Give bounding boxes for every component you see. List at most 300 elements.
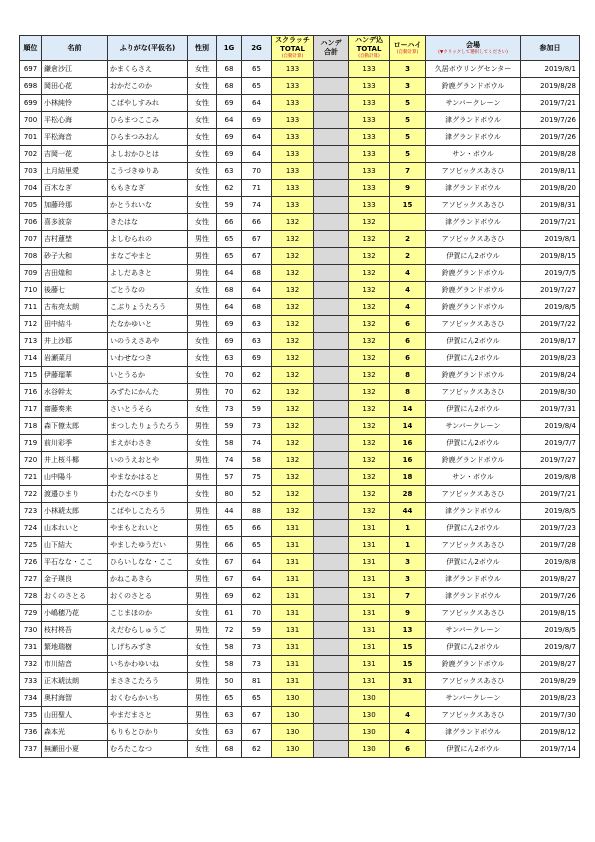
venue-select-cell[interactable]: アソビックスあさひ: [426, 673, 521, 690]
handicap-total-cell: 131: [349, 537, 390, 554]
date-cell[interactable]: 2019/8/28: [521, 78, 580, 95]
name-cell: 山本れいと: [42, 520, 108, 537]
venue-select-cell[interactable]: 津グランドボウル: [426, 571, 521, 588]
handicap-cell[interactable]: [314, 350, 349, 367]
game2-cell: 67: [242, 248, 272, 265]
handicap-cell[interactable]: [314, 554, 349, 571]
gender-cell: 女性: [188, 656, 217, 673]
handicap-cell[interactable]: [314, 248, 349, 265]
low-high-cell: 18: [390, 469, 426, 486]
date-cell[interactable]: 2019/8/5: [521, 622, 580, 639]
table-row: [20, 231, 580, 248]
venue-select-cell[interactable]: アソビックスあさひ: [426, 707, 521, 724]
venue-select-cell[interactable]: アソビックスあさひ: [426, 231, 521, 248]
date-cell[interactable]: 2019/8/23: [521, 350, 580, 367]
name-cell: 喜多波奈: [42, 214, 108, 231]
scratch-total-cell: 133: [272, 163, 314, 180]
low-high-cell: 2: [390, 248, 426, 265]
handicap-cell[interactable]: [314, 180, 349, 197]
game2-cell: 64: [242, 554, 272, 571]
low-high-cell: 5: [390, 146, 426, 163]
low-high-cell: 7: [390, 588, 426, 605]
name-cell: 平松海音: [42, 129, 108, 146]
handicap-total-cell: 131: [349, 520, 390, 537]
kana-cell: まつしたりょうたろう: [108, 418, 188, 435]
date-cell[interactable]: 2019/8/15: [521, 605, 580, 622]
name-cell: 水谷幹太: [42, 384, 108, 401]
name-cell: 無瀬田小夏: [42, 741, 108, 758]
name-cell: 奥村海智: [42, 690, 108, 707]
low-high-cell: 2: [390, 231, 426, 248]
name-cell: 鎌倉沙江: [42, 61, 108, 78]
handicap-cell[interactable]: [314, 265, 349, 282]
handicap-cell[interactable]: [314, 299, 349, 316]
date-cell[interactable]: 2019/8/15: [521, 248, 580, 265]
name-cell: 井上沙耶: [42, 333, 108, 350]
handicap-cell[interactable]: [314, 503, 349, 520]
table-row: [20, 401, 580, 418]
kana-cell: ひらまつみおん: [108, 129, 188, 146]
low-high-cell: [390, 214, 426, 231]
kana-cell: いとうるか: [108, 367, 188, 384]
venue-select-cell[interactable]: 伊賀にん2ボウル: [426, 741, 521, 758]
date-cell[interactable]: 2019/8/8: [521, 469, 580, 486]
results-table: [19, 35, 580, 758]
rank-cell: 701: [20, 129, 42, 146]
handicap-cell[interactable]: [314, 112, 349, 129]
date-cell[interactable]: 2019/7/21: [521, 95, 580, 112]
handicap-cell[interactable]: [314, 622, 349, 639]
venue-select-cell[interactable]: アソビックスあさひ: [426, 197, 521, 214]
game1-cell: 65: [217, 248, 242, 265]
name-cell: 山中陽斗: [42, 469, 108, 486]
rank-cell: 703: [20, 163, 42, 180]
handicap-cell[interactable]: [314, 367, 349, 384]
kana-cell: やまだまさと: [108, 707, 188, 724]
scratch-total-cell: 132: [272, 367, 314, 384]
venue-select-cell[interactable]: 津グランドボウル: [426, 112, 521, 129]
handicap-total-cell: 131: [349, 588, 390, 605]
table-header: [20, 36, 580, 61]
handicap-cell[interactable]: [314, 690, 349, 707]
venue-select-cell[interactable]: 鈴鹿グランドボウル: [426, 299, 521, 316]
handicap-cell[interactable]: [314, 163, 349, 180]
game2-cell: 73: [242, 639, 272, 656]
venue-select-cell[interactable]: サンバークレーン: [426, 622, 521, 639]
scratch-total-cell: 132: [272, 248, 314, 265]
venue-select-cell[interactable]: 伊賀にん2ボウル: [426, 435, 521, 452]
scratch-total-cell: 133: [272, 146, 314, 163]
date-cell[interactable]: 2019/7/27: [521, 282, 580, 299]
date-cell[interactable]: 2019/8/29: [521, 673, 580, 690]
venue-select-cell[interactable]: サン・ボウル: [426, 146, 521, 163]
handicap-total-cell: 131: [349, 656, 390, 673]
venue-select-cell[interactable]: 津グランドボウル: [426, 214, 521, 231]
venue-select-cell[interactable]: サンバークレーン: [426, 95, 521, 112]
date-cell[interactable]: 2019/8/24: [521, 367, 580, 384]
scratch-total-cell: 132: [272, 401, 314, 418]
game1-cell: 44: [217, 503, 242, 520]
venue-select-cell[interactable]: 伊賀にん2ボウル: [426, 248, 521, 265]
name-cell: 田中結斗: [42, 316, 108, 333]
venue-select-cell[interactable]: 伊賀にん2ボウル: [426, 520, 521, 537]
name-cell: 繁地瑞樹: [42, 639, 108, 656]
date-cell[interactable]: 2019/7/22: [521, 316, 580, 333]
handicap-cell[interactable]: [314, 282, 349, 299]
rank-cell: 721: [20, 469, 42, 486]
gender-cell: 女性: [188, 724, 217, 741]
rank-cell: 712: [20, 316, 42, 333]
low-high-cell: 9: [390, 605, 426, 622]
table-row: [20, 299, 580, 316]
venue-select-cell[interactable]: 津グランドボウル: [426, 588, 521, 605]
kana-cell: やまもとれいと: [108, 520, 188, 537]
gender-cell: 女性: [188, 435, 217, 452]
handicap-total-cell: 132: [349, 367, 390, 384]
date-cell[interactable]: 2019/7/5: [521, 265, 580, 282]
name-cell: 岩瀬菜月: [42, 350, 108, 367]
rank-cell: 732: [20, 656, 42, 673]
game2-cell: 68: [242, 299, 272, 316]
handicap-cell[interactable]: [314, 588, 349, 605]
handicap-cell[interactable]: [314, 452, 349, 469]
venue-select-cell[interactable]: 津グランドボウル: [426, 503, 521, 520]
venue-select-cell[interactable]: アソビックスあさひ: [426, 163, 521, 180]
rank-cell: 707: [20, 231, 42, 248]
game2-cell: 58: [242, 452, 272, 469]
low-high-cell: 4: [390, 265, 426, 282]
venue-select-cell[interactable]: 久居ボウリングセンター: [426, 61, 521, 78]
handicap-cell[interactable]: [314, 401, 349, 418]
handicap-total-header-line1: ハンデ込: [355, 36, 383, 44]
handicap-total-cell: 132: [349, 435, 390, 452]
date-cell[interactable]: 2019/7/31: [521, 401, 580, 418]
table-row: [20, 418, 580, 435]
game2-cell: 67: [242, 231, 272, 248]
handicap-cell[interactable]: [314, 214, 349, 231]
date-cell[interactable]: 2019/8/5: [521, 299, 580, 316]
rank-cell: 716: [20, 384, 42, 401]
date-cell[interactable]: 2019/8/1: [521, 61, 580, 78]
game2-cell: 67: [242, 724, 272, 741]
name-cell: 吉岡一花: [42, 146, 108, 163]
gender-cell: 女性: [188, 367, 217, 384]
date-cell[interactable]: 2019/8/7: [521, 639, 580, 656]
handicap-cell[interactable]: [314, 78, 349, 95]
handicap-cell[interactable]: [314, 707, 349, 724]
game1-cell: 69: [217, 146, 242, 163]
venue-select-cell[interactable]: 津グランドボウル: [426, 724, 521, 741]
handicap-total-cell: 132: [349, 503, 390, 520]
handicap-total-cell: 131: [349, 571, 390, 588]
game2-cell: 66: [242, 520, 272, 537]
date-cell[interactable]: 2019/8/27: [521, 656, 580, 673]
table-row: [20, 95, 580, 112]
scratch-total-cell: 131: [272, 639, 314, 656]
date-cell[interactable]: 2019/8/20: [521, 180, 580, 197]
handicap-cell[interactable]: [314, 639, 349, 656]
venue-select-cell[interactable]: 伊賀にん2ボウル: [426, 554, 521, 571]
game2-cell: 66: [242, 214, 272, 231]
low-high-cell: 44: [390, 503, 426, 520]
rank-cell: 734: [20, 690, 42, 707]
game2-cell: 73: [242, 656, 272, 673]
handicap-cell[interactable]: [314, 520, 349, 537]
low-high-cell: 1: [390, 520, 426, 537]
game1-cell: 58: [217, 656, 242, 673]
venue-select-cell[interactable]: アソビックスあさひ: [426, 605, 521, 622]
rank-cell: 720: [20, 452, 42, 469]
gender-cell: 男性: [188, 520, 217, 537]
kana-cell: やまなかはると: [108, 469, 188, 486]
date-cell[interactable]: 2019/8/17: [521, 333, 580, 350]
game1-cell: 80: [217, 486, 242, 503]
scratch-total-cell: 132: [272, 469, 314, 486]
low-high-cell: 6: [390, 316, 426, 333]
date-cell[interactable]: 2019/8/27: [521, 571, 580, 588]
venue-select-cell[interactable]: 鈴鹿グランドボウル: [426, 656, 521, 673]
venue-select-cell[interactable]: アソビックスあさひ: [426, 316, 521, 333]
venue-select-cell[interactable]: アソビックスあさひ: [426, 537, 521, 554]
table-row: [20, 554, 580, 571]
game1-cell: 66: [217, 214, 242, 231]
handicap-cell[interactable]: [314, 197, 349, 214]
date-cell[interactable]: 2019/8/31: [521, 197, 580, 214]
low-high-cell: 4: [390, 724, 426, 741]
table-row: [20, 248, 580, 265]
kana-cell: こばやしこたろう: [108, 503, 188, 520]
rank-cell: 723: [20, 503, 42, 520]
date-cell[interactable]: 2019/7/21: [521, 486, 580, 503]
low-high-cell: 1: [390, 537, 426, 554]
table-row: [20, 197, 580, 214]
handicap-cell[interactable]: [314, 435, 349, 452]
venue-select-cell[interactable]: 鈴鹿グランドボウル: [426, 78, 521, 95]
game1-cell: 68: [217, 282, 242, 299]
name-cell: 小嶋穂乃花: [42, 605, 108, 622]
date-cell[interactable]: 2019/8/1: [521, 231, 580, 248]
scratch-header-line1: スクラッチ: [275, 36, 310, 44]
venue-select-cell[interactable]: 伊賀にん2ボウル: [426, 401, 521, 418]
venue-select-cell[interactable]: アソビックスあさひ: [426, 486, 521, 503]
name-header: 名前: [42, 36, 108, 61]
handicap-total-cell: 132: [349, 384, 390, 401]
handicap-cell[interactable]: [314, 656, 349, 673]
venue-select-cell[interactable]: 鈴鹿グランドボウル: [426, 367, 521, 384]
kana-cell: えだむらしゅうご: [108, 622, 188, 639]
scratch-total-cell: 132: [272, 265, 314, 282]
venue-select-cell[interactable]: 鈴鹿グランドボウル: [426, 452, 521, 469]
date-cell[interactable]: 2019/7/27: [521, 452, 580, 469]
scratch-total-cell: 132: [272, 452, 314, 469]
game2-cell: 52: [242, 486, 272, 503]
handicap-total-cell: 132: [349, 418, 390, 435]
venue-select-cell[interactable]: 伊賀にん2ボウル: [426, 333, 521, 350]
table-row: [20, 78, 580, 95]
handicap-cell[interactable]: [314, 724, 349, 741]
game1-cell: 63: [217, 350, 242, 367]
table-row: [20, 605, 580, 622]
low-high-cell: 3: [390, 571, 426, 588]
handicap-cell[interactable]: [314, 384, 349, 401]
scratch-total-cell: 132: [272, 214, 314, 231]
date-cell[interactable]: 2019/8/11: [521, 163, 580, 180]
handicap-cell[interactable]: [314, 129, 349, 146]
scratch-total-cell: 133: [272, 95, 314, 112]
scratch-total-cell: 131: [272, 605, 314, 622]
handicap-cell[interactable]: [314, 486, 349, 503]
table-row: [20, 435, 580, 452]
date-cell[interactable]: 2019/7/14: [521, 741, 580, 758]
game1-cell: 72: [217, 622, 242, 639]
kana-cell: こじまほのか: [108, 605, 188, 622]
venue-select-cell[interactable]: サン・ボウル: [426, 469, 521, 486]
handicap-cell[interactable]: [314, 333, 349, 350]
date-cell[interactable]: 2019/7/26: [521, 129, 580, 146]
handicap-total-cell: 131: [349, 673, 390, 690]
low-high-cell: 8: [390, 384, 426, 401]
gender-cell: 男性: [188, 231, 217, 248]
handicap-total-header-note: (自動計算): [358, 54, 380, 59]
table-row: [20, 690, 580, 707]
gender-cell: 男性: [188, 384, 217, 401]
gender-cell: 女性: [188, 197, 217, 214]
venue-select-cell[interactable]: 鈴鹿グランドボウル: [426, 282, 521, 299]
game1-cell: 70: [217, 384, 242, 401]
table-row: [20, 469, 580, 486]
game2-cell: 65: [242, 61, 272, 78]
date-cell[interactable]: 2019/7/26: [521, 112, 580, 129]
game1-cell: 65: [217, 231, 242, 248]
gender-cell: 女性: [188, 333, 217, 350]
scratch-header-line2: TOTAL: [280, 45, 305, 53]
date-cell[interactable]: 2019/7/23: [521, 520, 580, 537]
handicap-total-cell: 130: [349, 741, 390, 758]
date-cell[interactable]: 2019/7/26: [521, 588, 580, 605]
low-high-cell: 13: [390, 622, 426, 639]
handicap-cell[interactable]: [314, 673, 349, 690]
handicap-total-cell: 133: [349, 197, 390, 214]
scratch-total-cell: 131: [272, 520, 314, 537]
date-cell[interactable]: 2019/7/28: [521, 537, 580, 554]
scratch-total-cell: 132: [272, 231, 314, 248]
kana-cell: よしだあきと: [108, 265, 188, 282]
gender-cell: 女性: [188, 401, 217, 418]
game2-cell: 88: [242, 503, 272, 520]
low-high-header-note: (自動計算): [396, 49, 419, 55]
gender-cell: 女性: [188, 486, 217, 503]
venue-select-cell[interactable]: 津グランドボウル: [426, 129, 521, 146]
handicap-total-cell: 132: [349, 401, 390, 418]
date-cell[interactable]: 2019/8/28: [521, 146, 580, 163]
scratch-total-cell: 132: [272, 282, 314, 299]
venue-select-cell[interactable]: 津グランドボウル: [426, 180, 521, 197]
low-high-cell: 3: [390, 78, 426, 95]
game2-cell: 64: [242, 571, 272, 588]
low-high-cell: 5: [390, 129, 426, 146]
venue-select-cell[interactable]: サンバークレーン: [426, 418, 521, 435]
low-high-cell: 6: [390, 350, 426, 367]
game1-cell: 58: [217, 435, 242, 452]
scratch-total-cell: 131: [272, 554, 314, 571]
date-cell[interactable]: 2019/8/12: [521, 724, 580, 741]
venue-select-cell[interactable]: 伊賀にん2ボウル: [426, 350, 521, 367]
game1-cell: 68: [217, 78, 242, 95]
handicap-cell[interactable]: [314, 537, 349, 554]
handicap-total-cell: 132: [349, 486, 390, 503]
low-high-header-line1: ローハイ: [393, 40, 422, 49]
gender-cell: 男性: [188, 299, 217, 316]
date-cell[interactable]: 2019/7/30: [521, 707, 580, 724]
gender-cell: 男性: [188, 452, 217, 469]
kana-cell: こうづきゆりあ: [108, 163, 188, 180]
low-high-header: [390, 36, 426, 61]
scratch-total-cell: 133: [272, 78, 314, 95]
date-cell[interactable]: 2019/7/21: [521, 214, 580, 231]
rank-cell: 709: [20, 265, 42, 282]
venue-select-cell[interactable]: 鈴鹿グランドボウル: [426, 265, 521, 282]
scratch-total-cell: 130: [272, 707, 314, 724]
date-cell[interactable]: 2019/8/4: [521, 418, 580, 435]
game2-header: 2G: [242, 36, 272, 61]
handicap-cell[interactable]: [314, 146, 349, 163]
gender-cell: 男性: [188, 469, 217, 486]
handicap-total-cell: 133: [349, 112, 390, 129]
rank-cell: 717: [20, 401, 42, 418]
date-cell[interactable]: 2019/8/8: [521, 554, 580, 571]
handicap-cell[interactable]: [314, 469, 349, 486]
scratch-total-cell: 133: [272, 61, 314, 78]
game1-cell: 63: [217, 163, 242, 180]
gender-cell: 男性: [188, 571, 217, 588]
handicap-cell[interactable]: [314, 95, 349, 112]
handicap-cell[interactable]: [314, 316, 349, 333]
handicap-cell[interactable]: [314, 61, 349, 78]
scratch-total-cell: 131: [272, 656, 314, 673]
venue-select-cell[interactable]: サンバークレーン: [426, 690, 521, 707]
kana-cell: まなごやまと: [108, 248, 188, 265]
game1-cell: 69: [217, 333, 242, 350]
game1-cell: 67: [217, 554, 242, 571]
date-cell[interactable]: 2019/8/5: [521, 503, 580, 520]
name-cell: 平松心海: [42, 112, 108, 129]
kana-cell: ひらまつここみ: [108, 112, 188, 129]
scratch-total-cell: 131: [272, 537, 314, 554]
rank-cell: 727: [20, 571, 42, 588]
handicap-cell[interactable]: [314, 741, 349, 758]
rank-cell: 697: [20, 61, 42, 78]
kana-cell: かねこあきら: [108, 571, 188, 588]
date-cell[interactable]: 2019/8/30: [521, 384, 580, 401]
table-row: [20, 180, 580, 197]
rank-cell: 725: [20, 537, 42, 554]
venue-select-cell[interactable]: 伊賀にん2ボウル: [426, 639, 521, 656]
kana-cell: ごとうなの: [108, 282, 188, 299]
name-cell: 金子瑛良: [42, 571, 108, 588]
handicap-cell[interactable]: [314, 418, 349, 435]
rank-cell: 705: [20, 197, 42, 214]
date-cell[interactable]: 2019/7/7: [521, 435, 580, 452]
venue-select-cell[interactable]: アソビックスあさひ: [426, 384, 521, 401]
handicap-cell[interactable]: [314, 231, 349, 248]
handicap-total-cell: 132: [349, 214, 390, 231]
handicap-cell[interactable]: [314, 605, 349, 622]
game1-cell: 69: [217, 95, 242, 112]
handicap-cell[interactable]: [314, 571, 349, 588]
game2-cell: 67: [242, 707, 272, 724]
handicap-total-cell: 131: [349, 622, 390, 639]
date-cell[interactable]: 2019/8/23: [521, 690, 580, 707]
